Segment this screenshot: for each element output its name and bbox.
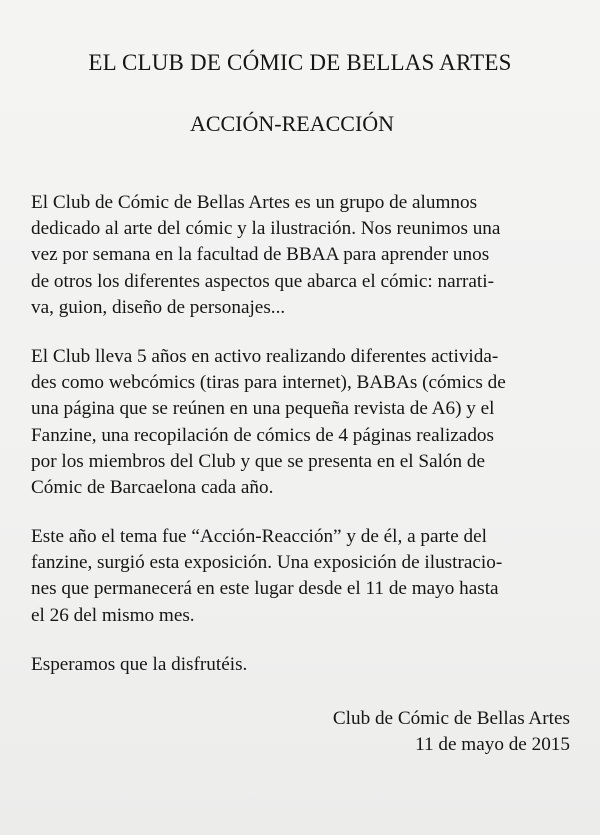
text-line: el 26 del mismo mes. [31,604,195,626]
text-line: Cómic de Barcaelona cada año. [31,477,274,499]
text-line: vez por semana en la facultad de BBAA para aprender unos [31,244,490,266]
text-line: una página que se reúnen en una pequeña revista de A6) y el [31,398,495,420]
text-line: va, guion, diseño de personajes... [31,296,286,318]
text-line: de otros los diferentes aspectos que abarca el cómic: narrati- [31,270,494,292]
paragraph-exhibition [31,524,571,629]
text-line: El Club lleva 5 años en activo realizando diferentes activida- [31,346,499,367]
text-line: por los miembros del Club y que se presenta en el Salón de [31,450,486,472]
text-line: fanzine, surgió esta exposición. Una exposición de ilustracio- [31,552,503,574]
signature-date: 11 de mayo de 2015 [415,734,570,756]
paragraph-closing [31,652,571,678]
text-line: El Club de Cómic de Bellas Artes es un grupo de alumnos [31,192,478,213]
signature-name: Club de Cómic de Bellas Artes [332,708,570,729]
paragraph-intro [31,190,571,321]
text-line: des como webcómics (tiras para internet), BABAs (cómics de [31,372,506,394]
text-line: Este año el tema fue “Acción-Reacción” y de él, a parte del [31,526,488,547]
text-line: dedicado al arte del cómic y la ilustración. Nos reunimos una [31,218,501,240]
document-subtitle: ACCIÓN-REACCIÓN [189,111,395,136]
document-title: EL CLUB DE CÓMIC DE BELLAS ARTES [88,50,512,75]
paragraph-activities [31,344,571,501]
text-line: Fanzine, una recopilación de cómics de 4 páginas realizados [31,424,494,446]
signature-block [333,706,570,758]
text-line: Esperamos que la disfrutéis. [31,654,248,675]
text-line: nes que permanecerá en este lugar desde el 11 de mayo hasta [31,578,499,600]
